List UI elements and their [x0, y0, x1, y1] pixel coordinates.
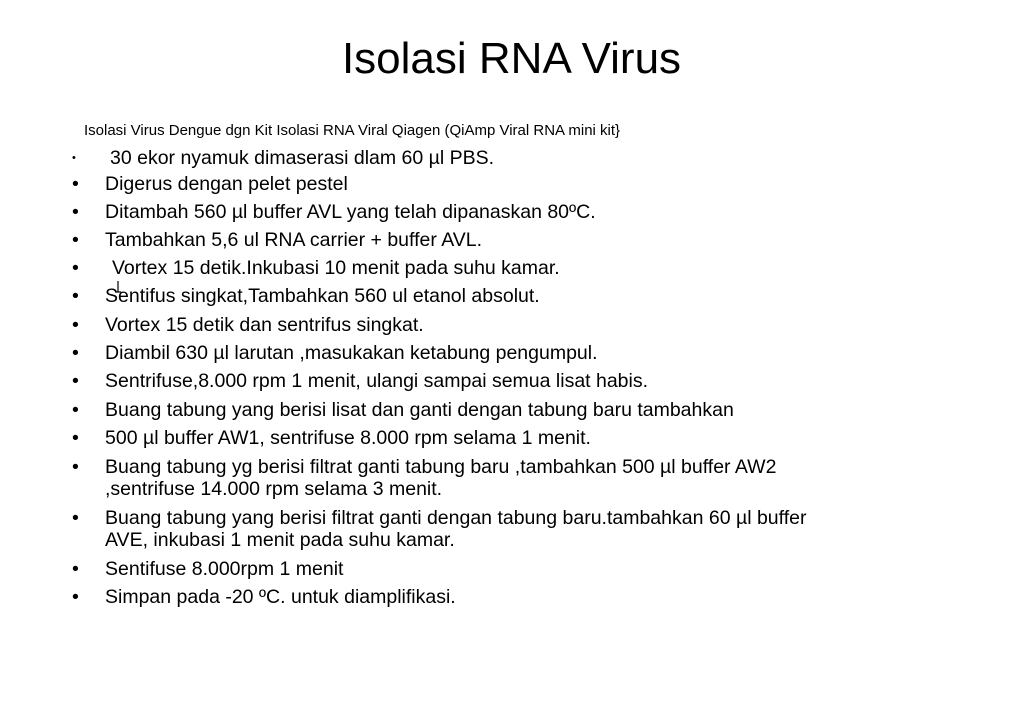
bullet-text: Sentifus singkat,Tambahkan 560 ul etanol absolut.	[105, 285, 540, 307]
bullet-icon: •	[72, 558, 79, 580]
bullet-icon: •	[72, 342, 79, 364]
bullet-text: Diambil 630 µl larutan ,masukakan ketabung pengumpul.	[105, 342, 598, 364]
bullet-text: Tambahkan 5,6 ul RNA carrier + buffer AVL.	[105, 229, 483, 251]
bullet-icon: •	[72, 229, 79, 251]
bullet-text: Digerus dengan pelet pestel	[105, 173, 348, 195]
bullet-icon: •	[72, 285, 79, 307]
bullet-text: 30 ekor nyamuk dimaserasi dlam 60 µl PBS.	[110, 147, 495, 169]
bullet-icon: •	[72, 201, 79, 223]
bullet-icon: •	[72, 586, 79, 608]
bullet-text: Buang tabung yang berisi lisat dan ganti dengan tabung baru tambahkan	[105, 399, 734, 421]
bullet-text: Buang tabung yang berisi filtrat ganti dengan tabung baru.tambahkan 60 µl buffer	[105, 507, 807, 529]
bullet-text: 500 µl buffer AW1, sentrifuse 8.000 rpm selama 1 menit.	[105, 427, 591, 449]
bullet-text: Simpan pada -20 ºC. untuk diamplifikasi.	[105, 586, 456, 608]
bullet-icon: •	[72, 173, 79, 195]
bullet-icon: •	[72, 257, 79, 279]
bullet-text: Sentrifuse,8.000 rpm 1 menit, ulangi sampai semua lisat habis.	[105, 370, 649, 392]
bullet-text: Buang tabung yg berisi filtrat ganti tabung baru ,tambahkan 500 µl buffer AW2	[105, 456, 777, 478]
bullet-icon: •	[72, 427, 79, 449]
bullet-icon: •	[72, 370, 79, 392]
bullet-icon: •	[72, 314, 79, 336]
bullet-text-continued: AVE, inkubasi 1 menit pada suhu kamar.	[105, 529, 455, 551]
slide-title: Isolasi RNA Virus	[341, 34, 682, 83]
bullet-text: Vortex 15 detik dan sentrifus singkat.	[105, 314, 424, 336]
bullet-icon: •	[72, 507, 79, 529]
text-cursor-icon	[112, 280, 124, 300]
bullet-icon: •	[72, 152, 76, 164]
bullet-icon: •	[72, 399, 79, 421]
bullet-text-continued: ,sentrifuse 14.000 rpm selama 3 menit.	[105, 478, 443, 500]
bullet-icon: •	[72, 456, 79, 478]
bullet-text: Sentifuse 8.000rpm 1 menit	[105, 558, 344, 580]
bullet-text: Vortex 15 detik.Inkubasi 10 menit pada suhu kamar.	[112, 257, 560, 279]
bullet-text: Ditambah 560 µl buffer AVL yang telah dipanaskan 80ºC.	[105, 201, 596, 223]
slide-subtitle: Isolasi Virus Dengue dgn Kit Isolasi RNA Viral Qiagen (QiAmp Viral RNA mini kit}	[84, 122, 621, 139]
